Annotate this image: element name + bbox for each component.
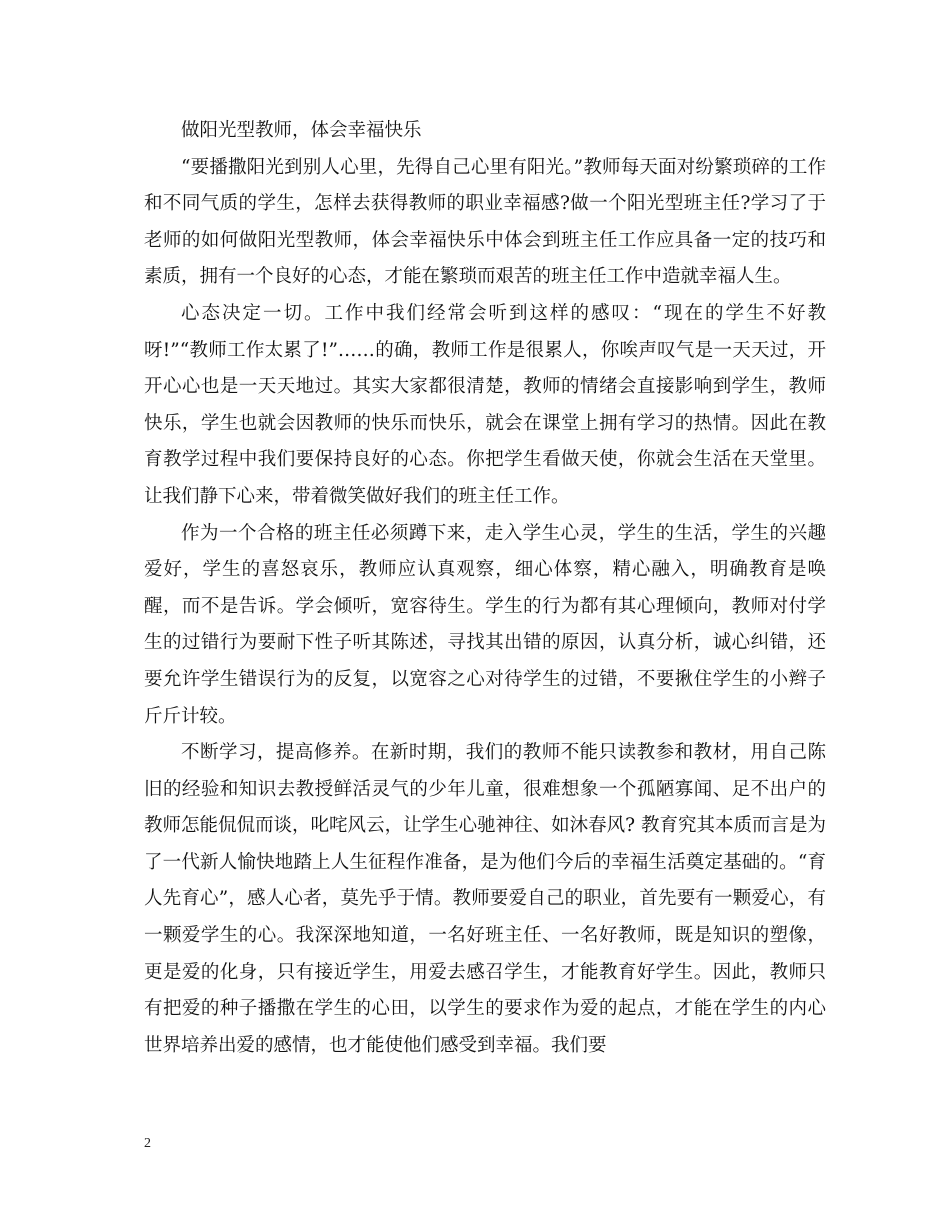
page-number: 2 xyxy=(144,1136,151,1151)
document-body xyxy=(144,113,826,1064)
paragraph-4: 不断学习，提高修养。在新时期，我们的教师不能只读教参和教材，用自己陈旧的经验和知识去教授鲜活灵气的少年儿童，很难想象一个孤陋寡闻、足不出户的教师怎能侃侃而谈，叱咤风云，让学生心驰神往、如沐春风? 教育究其本质而言是为了一代新人愉快地踏上人生征程作准备，是为他们今后的幸福生活奠定基础的。“育人先育心”，感人心者，莫先乎于情。教师要爱自己的职业，首先要有一颗爱心，有一颗爱学生的心。我深深地知道，一名好班主任、一名好教师，既是知识的塑像，更是爱的化身，只有接近学生，用爱去感召学生，才能教育好学生。因此，教师只有把爱的种子播撒在学生的心田，以学生的要求作为爱的起点，才能在学生的内心世界培养出爱的感情，也才能使他们感受到幸福。我们要 xyxy=(144,742,826,1056)
paragraph-3: 作为一个合格的班主任必须蹲下来，走入学生心灵，学生的生活，学生的兴趣爱好，学生的喜怒哀乐，教师应认真观察，细心体察，精心融入，明确教育是唤醒，而不是告诉。学会倾听，宽容待生。学生的行为都有其心理倾向，教师对付学生的过错行为要耐下性子听其陈述，寻找其出错的原因，认真分析，诚心纠错，还要允许学生错误行为的反复，以宽容之心对待学生的过错，不要揪住学生的小辫子斤斤计较。 xyxy=(144,522,826,727)
paragraph-1: “要播撒阳光到别人心里，先得自己心里有阳光。”教师每天面对纷繁琐碎的工作和不同气质的学生，怎样去获得教师的职业幸福感?做一个阳光型班主任?学习了于老师的如何做阳光型教师，体会幸福快乐中体会到班主任工作应具备一定的技巧和素质，拥有一个良好的心态，才能在繁琐而艰苦的班主任工作中造就幸福人生。 xyxy=(144,156,826,288)
paragraph-2: 心态决定一切。工作中我们经常会听到这样的感叹：“现在的学生不好教呀!”“教师工作太累了!”……的确，教师工作是很累人，你唉声叹气是一天天过，开开心心也是一天天地过。其实大家都很清楚，教师的情绪会直接影响到学生，教师快乐，学生也就会因教师的快乐而快乐，就会在课堂上拥有学习的热情。因此在教育教学过程中我们要保持良好的心态。你把学生看做天使，你就会生活在天堂里。让我们静下心来，带着微笑做好我们的班主任工作。 xyxy=(144,302,826,507)
document-title: 做阳光型教师，体会幸福快乐 xyxy=(181,120,422,141)
